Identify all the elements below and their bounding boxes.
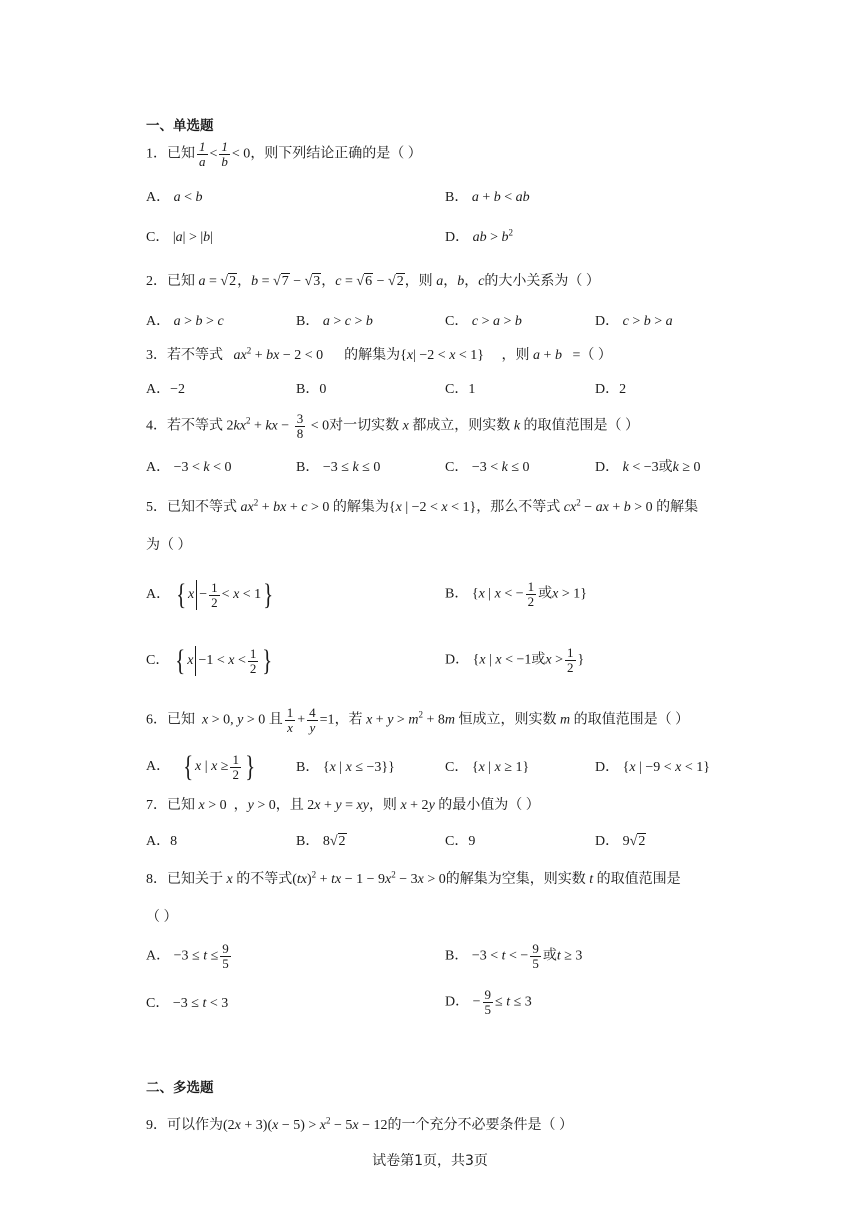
question-2-option-d[interactable]: D． c > b > a bbox=[595, 314, 673, 329]
question-2-option-b[interactable]: B． a > c > b bbox=[296, 314, 373, 329]
question-4-option-a[interactable]: A． −3 < k < 0 bbox=[146, 460, 232, 475]
question-9-stem: 9．可以作为$(2x + 3)(x - 5) > x^2 - 5x - 12$的一个充分不必要条件是（ ） bbox=[146, 1115, 574, 1133]
question-6-option-d[interactable]: D． {x | −9 < x < 1} bbox=[595, 760, 711, 775]
section-title-multiple-choice: 二、多选题 bbox=[146, 1080, 214, 1096]
question-2-stem: 2．已知 a = √2，b = √7 − √3，c = √6 − √2，则 a，b，c的大小关系为（ ） bbox=[146, 274, 600, 289]
question-5-stem: 5．已知不等式 $ax^2$ + bx + c > 0 的解集为{x | −2 < x < 1}，那么不等式 $cx^2$ − ax + b > 0 的解集 bbox=[146, 497, 699, 515]
question-1-stem: 1．已知 $\frac{1}{a}$ < $\frac{1}{b}$ < 0，则下列结论正确的是（ ） bbox=[146, 139, 422, 169]
question-7-option-d[interactable]: D． 9√2 bbox=[595, 834, 646, 849]
question-2-option-a[interactable]: A． a > b > c bbox=[146, 314, 224, 329]
question-8-option-a[interactable]: A． −3 ≤ t ≤ $\frac{9}{5}$ bbox=[146, 941, 229, 971]
question-3-stem: 3．若不等式 $ax^2$ + bx − 2 < 0 的解集为{x| −2 < x < 1} ，则 a + b =（ ） bbox=[146, 345, 612, 363]
question-7-option-a[interactable]: A．8 bbox=[146, 834, 178, 849]
question-6-option-b[interactable]: B． {x | x ≤ −3}} bbox=[296, 760, 395, 775]
question-5-option-b[interactable]: B． {x | x < − $\frac{1}{2}$ 或x > 1} bbox=[445, 579, 587, 609]
question-1-option-a[interactable]: A． a < b bbox=[146, 190, 203, 205]
question-8-option-c[interactable]: C． −3 ≤ t < 3 bbox=[146, 996, 229, 1011]
question-5-stem-line2: 为（ ） bbox=[146, 538, 192, 553]
question-3-option-b[interactable]: B．0 bbox=[296, 382, 327, 397]
question-3-option-a[interactable]: A．−2 bbox=[146, 382, 186, 397]
question-1-option-d[interactable]: D． ab > $b^2$ bbox=[445, 227, 514, 245]
question-5-option-c[interactable]: C． { x −1 < x < $\frac{1}{2}$ } bbox=[146, 644, 273, 677]
question-7-stem: 7．已知 x > 0 ，y > 0，且 2x + y = xy，则 x + 2y 的最小值为（ ） bbox=[146, 798, 540, 813]
question-8-option-b[interactable]: B． −3 < t < − $\frac{9}{5}$ 或t ≥ 3 bbox=[445, 941, 583, 971]
question-2-option-c[interactable]: C． c > a > b bbox=[445, 314, 522, 329]
question-6-option-c[interactable]: C． {x | x ≥ 1} bbox=[445, 760, 530, 775]
question-4-option-b[interactable]: B． −3 ≤ k ≤ 0 bbox=[296, 460, 381, 475]
question-7-option-c[interactable]: C．9 bbox=[445, 834, 476, 849]
question-6-stem: 6．已知 x > 0, y > 0 且 $\frac{1}{x}$ + $\frac{4}{y}$ =1，若 $x + y > m^2 + 8m$ 恒成立，则实数 m 的取值范围是（ ） bbox=[146, 705, 690, 735]
question-1-option-b[interactable]: B． a + b < ab bbox=[445, 190, 530, 205]
question-3-option-d[interactable]: D．2 bbox=[595, 382, 627, 397]
question-5-option-d[interactable]: D． {x | x < −1或x > $\frac{1}{2}$ } bbox=[445, 645, 585, 675]
question-7-option-b[interactable]: B． 8√2 bbox=[296, 834, 346, 849]
question-6-option-a[interactable]: A． { x | x ≥ $\frac{1}{2}$ } bbox=[146, 750, 256, 783]
page-footer: 试卷第1页，共3页 bbox=[372, 1153, 488, 1169]
question-3-option-c[interactable]: C．1 bbox=[445, 382, 476, 397]
question-8-option-d[interactable]: D． − $\frac{9}{5}$ ≤ t ≤ 3 bbox=[445, 987, 532, 1017]
question-4-stem: 4．若不等式 $2kx^2$ + kx − $\frac{3}{8}$ < 0对一切实数 x 都成立，则实数 k 的取值范围是（ ） bbox=[146, 411, 640, 441]
question-4-option-d[interactable]: D． k < −3或k ≥ 0 bbox=[595, 460, 701, 475]
question-1-option-c[interactable]: C． |a| > |b| bbox=[146, 230, 213, 245]
section-title-single-choice: 一、单选题 bbox=[146, 118, 214, 134]
question-5-option-a[interactable]: A． { x − $\frac{1}{2}$ < x < 1} bbox=[146, 578, 274, 611]
question-8-stem-line2: （ ） bbox=[146, 910, 178, 925]
question-4-option-c[interactable]: C． −3 < k ≤ 0 bbox=[445, 460, 530, 475]
question-8-stem: 8．已知关于 x 的不等式(tx)$^2$ + tx − $1 - 9x^2 - 3x > 0$的解集为空集，则实数 t 的取值范围是 bbox=[146, 869, 681, 887]
